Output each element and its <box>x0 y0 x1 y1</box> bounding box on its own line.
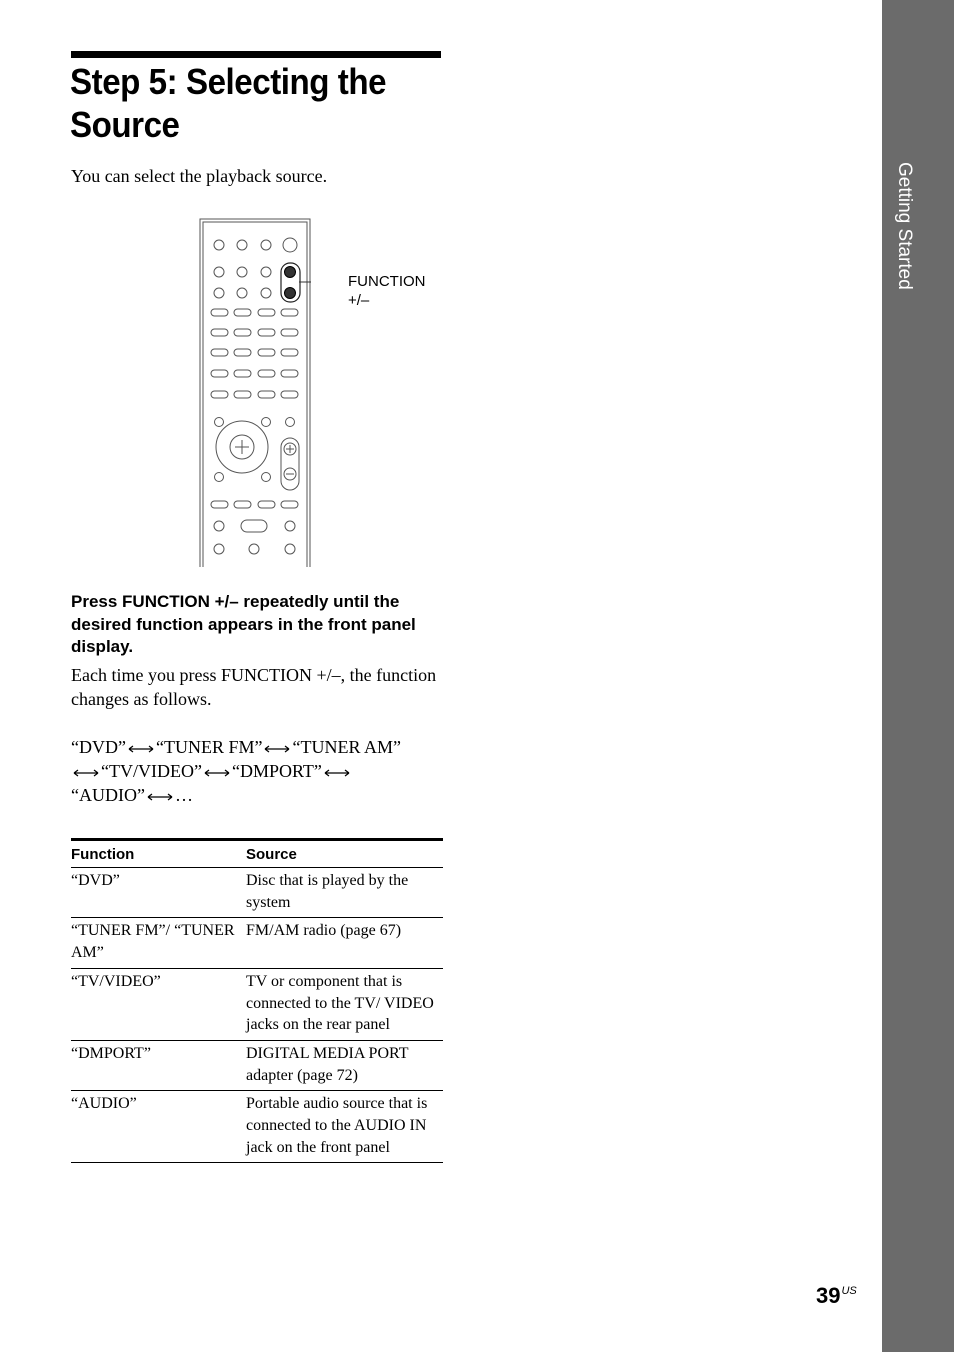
function-sequence <box>71 735 451 807</box>
step-instruction: Press FUNCTION +/– repeatedly until the desired function appears in the front panel display. <box>71 592 416 656</box>
function-cell: “DVD” <box>71 868 246 918</box>
seq-item: “TUNER AM” <box>292 737 401 757</box>
section-tab-label: Getting Started <box>894 162 915 290</box>
intro-text: You can select the playback source. <box>71 166 328 186</box>
seq-item: “DMPORT” <box>231 761 322 781</box>
title-rule <box>71 51 441 58</box>
seq-item: “AUDIO” <box>71 785 145 805</box>
table-row <box>71 968 443 1040</box>
source-cell: Portable audio source that is connected to the AUDIO IN jack on the front panel <box>246 1091 443 1163</box>
double-arrow-icon <box>73 768 99 778</box>
double-arrow-icon <box>147 792 173 802</box>
table-row <box>71 918 443 968</box>
function-cell: “TUNER FM”/ “TUNER AM” <box>71 918 246 968</box>
source-cell: FM/AM radio (page 67) <box>246 918 443 968</box>
callout-line-1: FUNCTION <box>348 273 426 290</box>
function-cell: “AUDIO” <box>71 1091 246 1163</box>
seq-item: “DVD” <box>71 737 126 757</box>
function-cell: “DMPORT” <box>71 1040 246 1090</box>
table-row <box>71 1091 443 1163</box>
page-number-value: 39 <box>816 1283 841 1308</box>
source-cell: Disc that is played by the system <box>246 868 443 918</box>
source-cell: TV or component that is connected to the TV/ VIDEO jacks on the rear panel <box>246 968 443 1040</box>
seq-item: “TUNER FM” <box>155 737 263 757</box>
source-cell: DIGITAL MEDIA PORT adapter (page 72) <box>246 1040 443 1090</box>
page-number <box>816 1283 857 1309</box>
table-row <box>71 1040 443 1090</box>
function-source-table <box>71 838 443 1163</box>
function-callout-label <box>348 272 426 310</box>
body-text: Each time you press FUNCTION +/–, the function changes as follows. <box>71 665 437 709</box>
table-header-row <box>71 840 443 868</box>
function-cell: “TV/VIDEO” <box>71 968 246 1040</box>
seq-item: “TV/VIDEO” <box>101 761 202 781</box>
double-arrow-icon <box>128 744 154 754</box>
callout-line-2: +/– <box>348 292 370 309</box>
page-title: Step 5: Selecting the Source <box>70 61 387 145</box>
page-region-suffix: US <box>841 1285 857 1297</box>
seq-item: … <box>174 785 193 805</box>
remote-control-illustration <box>199 218 311 568</box>
double-arrow-icon <box>264 744 290 754</box>
double-arrow-icon <box>324 768 350 778</box>
column-header-source: Source <box>246 840 443 868</box>
column-header-function: Function <box>71 840 246 868</box>
table-row <box>71 868 443 918</box>
double-arrow-icon <box>204 768 230 778</box>
